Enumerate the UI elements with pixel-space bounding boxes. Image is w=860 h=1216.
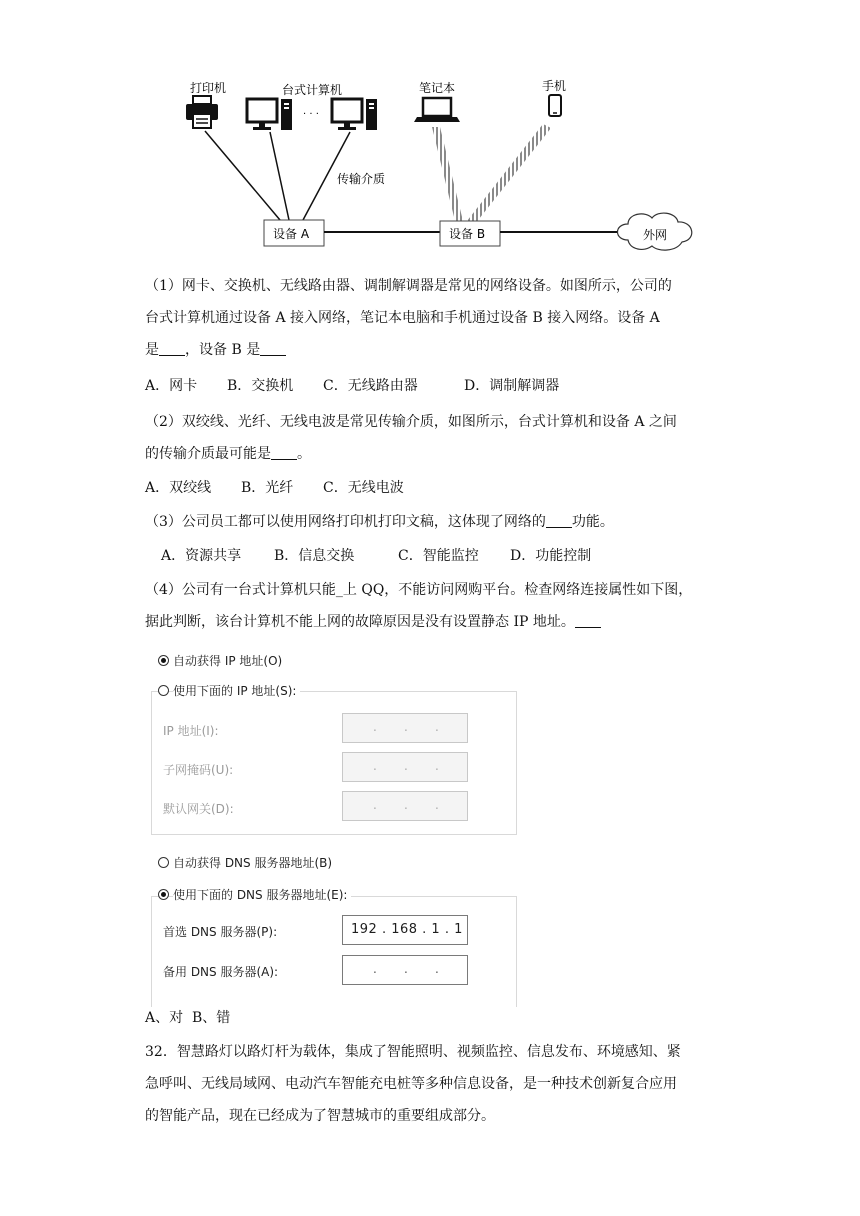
preferred-dns-label: 首选 DNS 服务器(P): — [163, 925, 278, 939]
ip-address-input[interactable]: . . . — [342, 713, 468, 743]
question-3 — [145, 506, 725, 538]
manual-ip-label: 使用下面的 IP 地址(S): — [173, 682, 300, 699]
q32-line-2: 急呼叫、无线局域网、电动汽车智能充电桩等多种信息设备，是一种技术创新复合应用 — [145, 1076, 677, 1092]
q3-option-a: A．资源共享 — [161, 548, 242, 564]
q32-line-3: 的智能产品，现在已经成为了智慧城市的重要组成部分。 — [145, 1108, 495, 1124]
manual-dns-group — [151, 896, 517, 1007]
phone-label: 手机 — [542, 79, 567, 93]
device-a-box — [264, 220, 324, 246]
q1-option-c: C．无线路由器 — [323, 378, 418, 394]
ip-address-label: IP 地址(I): — [163, 724, 219, 738]
question-32 — [145, 1036, 725, 1132]
q4-line-2: 据此判断，该台计算机不能上网的故障原因是没有设置静态 IP 地址。 — [145, 606, 725, 638]
gateway-label: 默认网关(D): — [163, 802, 234, 816]
answer-blank — [159, 341, 185, 356]
auto-ip-label: 自动获得 IP 地址(O) — [173, 654, 283, 668]
desktop-computer-icon — [332, 99, 377, 130]
question-2 — [145, 406, 725, 470]
desktop-label: 台式计算机 — [282, 83, 343, 97]
q2-option-b: B．光纤 — [241, 480, 294, 496]
preferred-dns-value: 192 . 168 . 1 . 1 — [351, 922, 463, 937]
answer-blank — [546, 513, 572, 528]
q1-line-3: 是 ，设备 B 是 — [145, 334, 725, 366]
q1-option-d: D．调制解调器 — [464, 378, 560, 394]
internet-label: 外网 — [643, 228, 668, 242]
q4-line-1: （4）公司有一台式计算机只能_上 QQ，不能访问网购平台。检查网络连接属性如下图， — [145, 582, 693, 598]
device-b-box — [440, 221, 500, 246]
device-b-label: 设备 B — [449, 227, 486, 241]
answer-blank — [271, 445, 297, 460]
internet-cloud-icon — [618, 213, 692, 250]
q3-line-1: （3）公司员工都可以使用网络打印机打印文稿，这体现了网络的 功能。 — [145, 514, 614, 530]
q2-line-1: （2）双绞线、光纤、无线电波是常见传输介质，如图所示，台式计算机和设备 A 之间 — [145, 414, 677, 430]
q32-line-1: 32．智慧路灯以路灯杆为载体，集成了智能照明、视频监控、信息发布、环境感知、紧 — [145, 1044, 681, 1060]
question-4 — [145, 574, 725, 638]
device-a-label: 设备 A — [273, 227, 310, 241]
laptop-icon — [414, 98, 460, 122]
q1-line-1: （1）网卡、交换机、无线路由器、调制解调器是常见的网络设备。如图所示，公司的 — [145, 278, 672, 294]
q2-option-c: C．无线电波 — [323, 480, 404, 496]
q1-option-a: A．网卡 — [145, 378, 198, 394]
auto-dns-label: 自动获得 DNS 服务器地址(B) — [173, 856, 333, 870]
alternate-dns-label: 备用 DNS 服务器(A): — [163, 965, 279, 979]
subnet-mask-input[interactable]: . . . — [342, 752, 468, 782]
network-diagram — [0, 0, 860, 265]
q1-line-2: 台式计算机通过设备 A 接入网络，笔记本电脑和手机通过设备 B 接入网络。设备 A — [145, 310, 660, 326]
question-1 — [145, 270, 725, 366]
ellipsis-label: · · · — [303, 109, 319, 120]
auto-ip-radio[interactable] — [158, 655, 169, 666]
q3-option-b: B．信息交换 — [274, 548, 355, 564]
desktop-computer-icon — [247, 99, 292, 130]
manual-dns-radio[interactable] — [158, 889, 169, 900]
phone-icon — [549, 95, 561, 116]
answer-blank — [260, 341, 286, 356]
laptop-label: 笔记本 — [419, 81, 456, 95]
printer-label: 打印机 — [190, 81, 227, 95]
gateway-input[interactable]: . . . — [342, 791, 468, 821]
q3-option-d: D．功能控制 — [510, 548, 592, 564]
alternate-dns-input[interactable]: . . . — [342, 955, 468, 985]
manual-dns-label: 使用下面的 DNS 服务器地址(E): — [173, 886, 351, 903]
q4-answer-options: A、对 B、错 — [145, 1010, 231, 1026]
manual-ip-radio[interactable] — [158, 685, 169, 696]
q3-option-c: C．智能监控 — [398, 548, 479, 564]
printer-icon — [186, 96, 218, 128]
subnet-mask-label: 子网掩码(U): — [163, 763, 234, 777]
q1-option-b: B．交换机 — [227, 378, 294, 394]
preferred-dns-input[interactable] — [342, 915, 468, 945]
q2-option-a: A．双绞线 — [145, 480, 212, 496]
auto-dns-radio[interactable] — [158, 857, 169, 868]
answer-blank — [575, 613, 601, 628]
ip-settings-panel — [145, 645, 517, 995]
medium-label: 传输介质 — [337, 172, 386, 186]
q2-line-2: 的传输介质最可能是 。 — [145, 446, 311, 462]
